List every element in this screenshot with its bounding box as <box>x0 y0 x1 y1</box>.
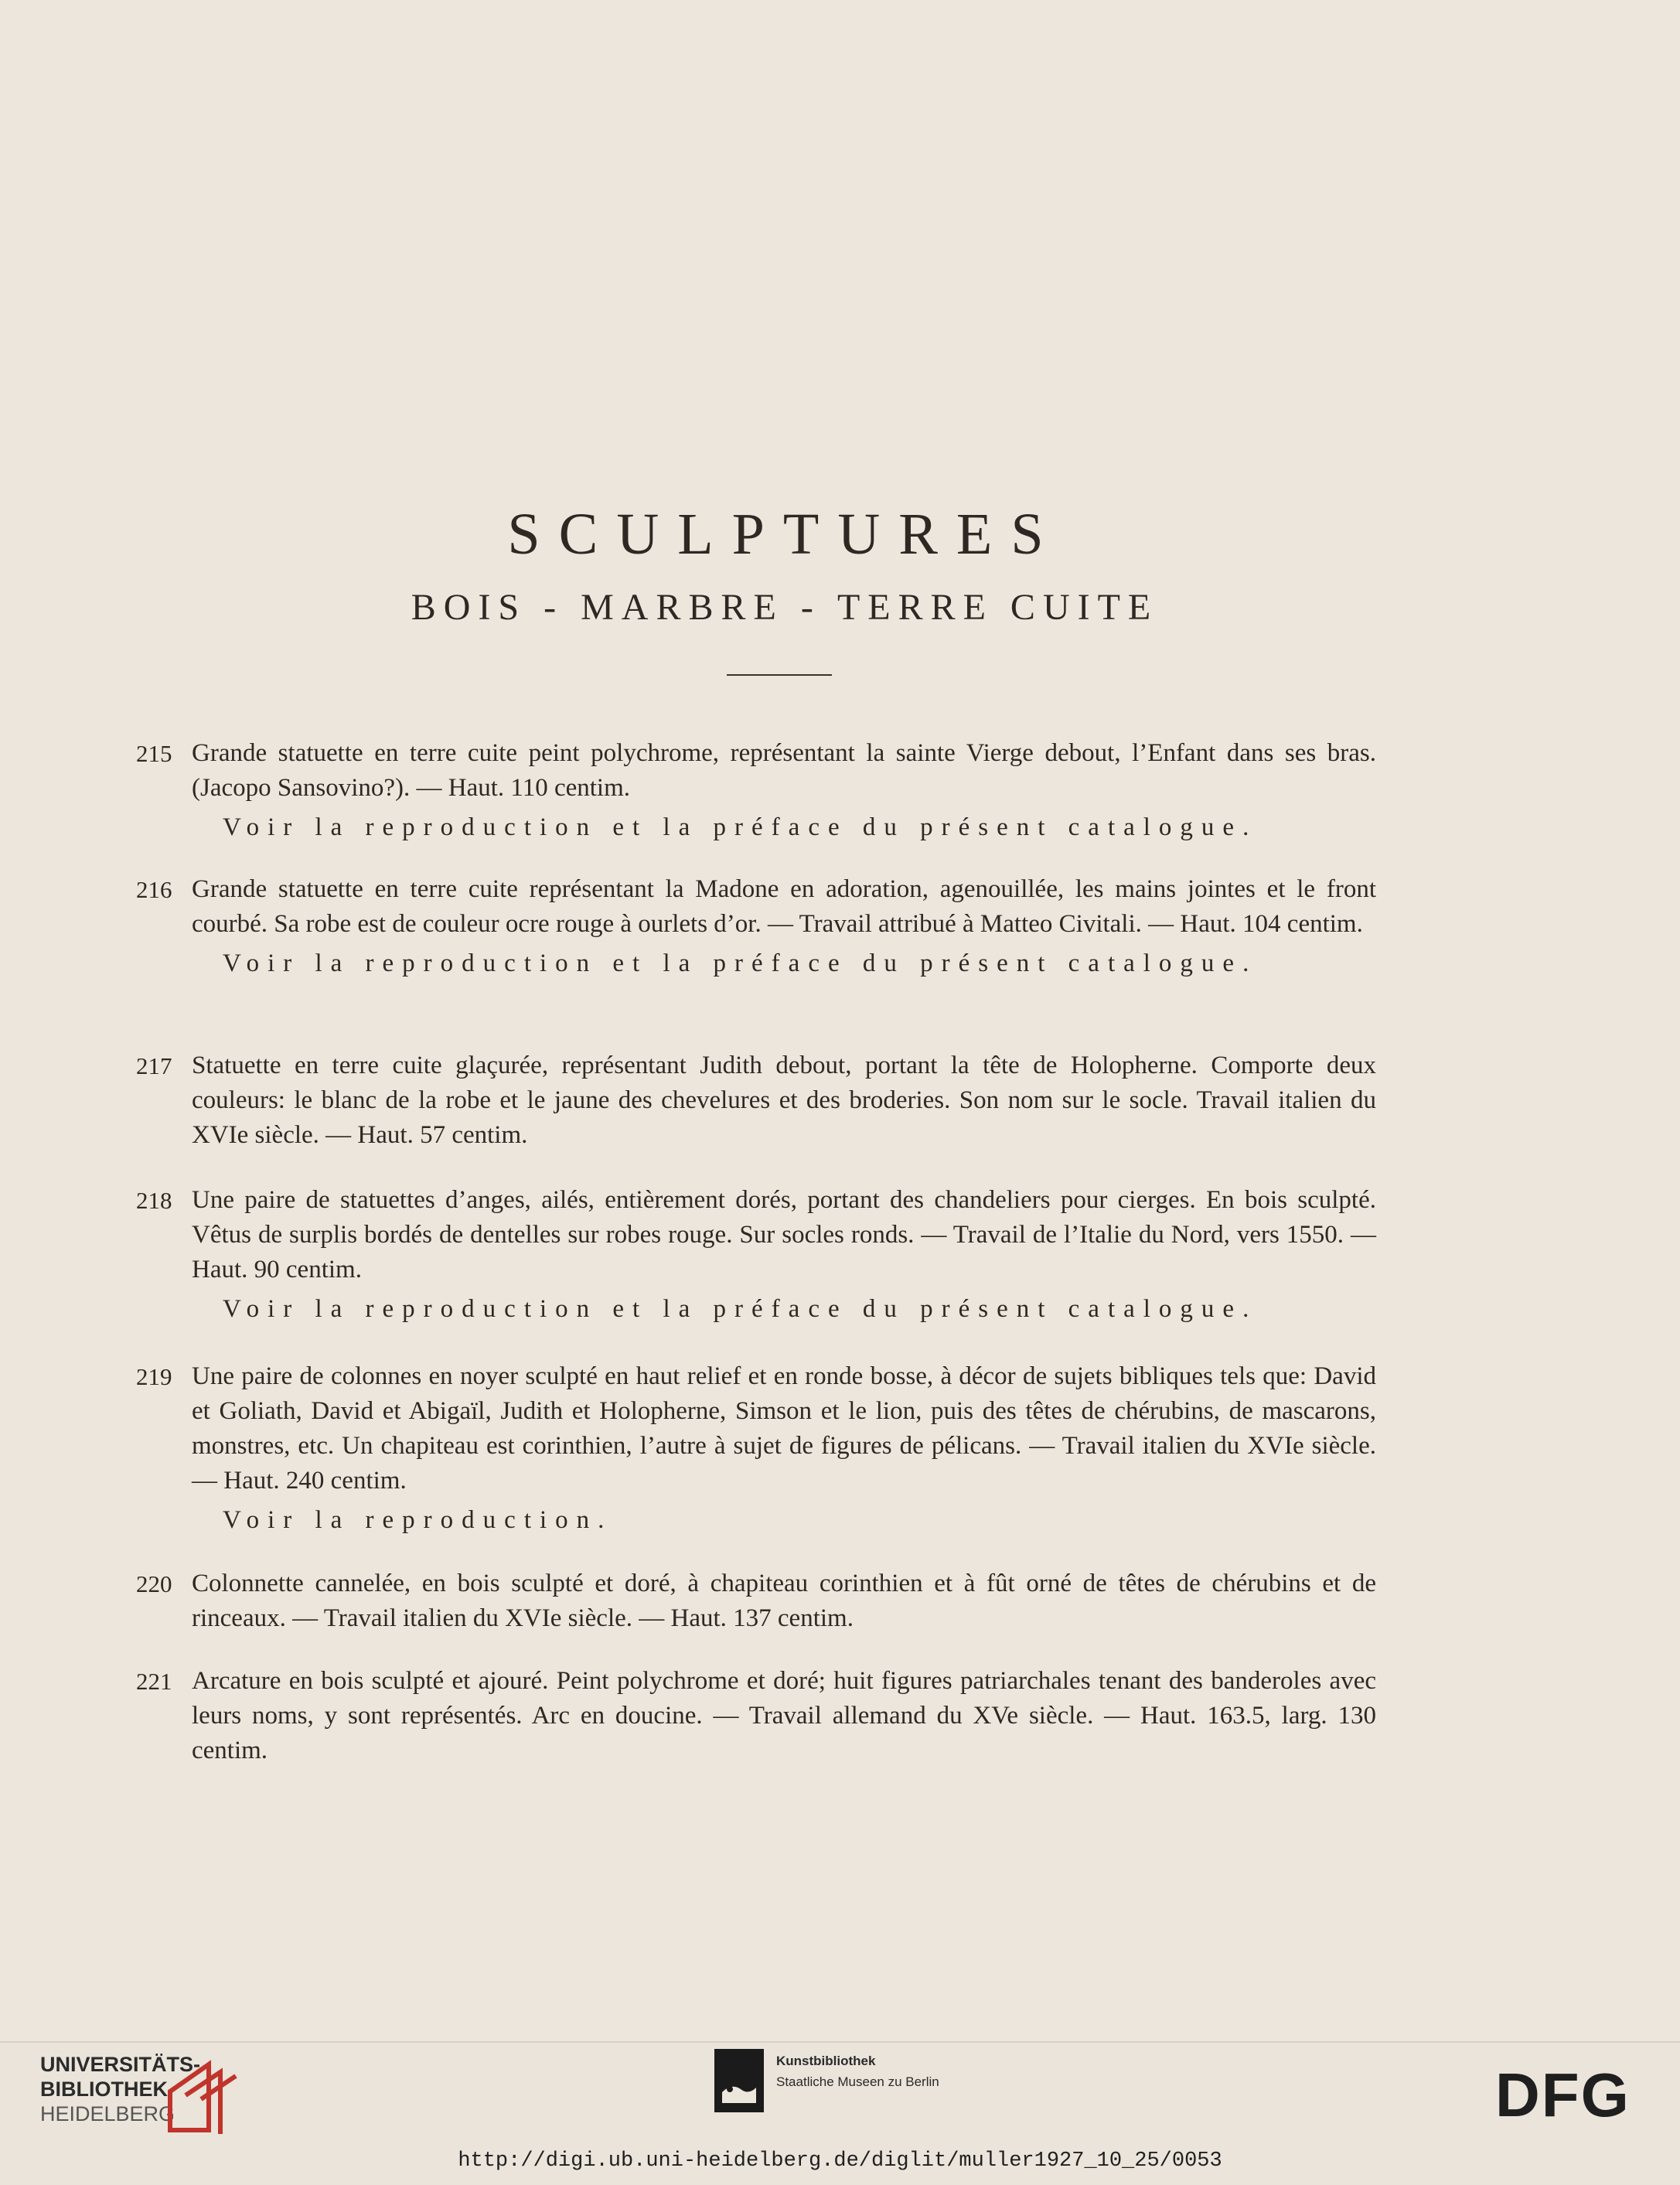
entry-note: Voir la reproduction et la préface du présent catalogue. <box>223 813 1258 841</box>
entry-number: 219 <box>136 1363 172 1390</box>
entry-text: Grande statuette en terre cuite peint polychrome, représentant la sainte Vierge debout, l’Enfant dans ses bras. (Jacopo Sansovino?). — Haut. 110 centim. <box>192 739 1376 802</box>
page-subtitle: BOIS - MARBRE - TERRE CUITE <box>411 587 1159 628</box>
entry-number: 220 <box>136 1570 172 1597</box>
source-url-link[interactable]: http://digi.ub.uni-heidelberg.de/diglit/muller1927_10_25/0053 <box>458 2149 1222 2173</box>
entry-text: Grande statuette en terre cuite représentant la Madone en adoration, agenouillée, les mains jointes et le front courbé. Sa robe est de couleur ocre rouge à ourlets d’or. — Travail attribué à Matteo Civitali. — Haut. 104 centim. <box>192 875 1376 938</box>
ub-line-2: BIBLIOTHEK <box>40 2078 168 2101</box>
entry-text: Une paire de colonnes en noyer sculpté en haut relief et en ronde bosse, à décor de sujets bibliques tels que: David et Goliath, David et Abigaïl, Judith et Holopherne, Simson et le lion, puis des têtes de chérubins, de mascarons, monstres, etc. Un chapiteau est corinthien, l’autre à sujet de figures de pélicans. — Travail italien du XVIe siècle. — Haut. 240 centim. <box>192 1362 1376 1495</box>
dfg-logo: DFG <box>1495 2061 1631 2129</box>
entry-number: 215 <box>136 740 172 767</box>
entry-number: 216 <box>136 876 172 903</box>
ub-line-3: HEIDELBERG <box>40 2102 175 2125</box>
entry-text: Statuette en terre cuite glaçurée, représentant Judith debout, portant la tête de Holopherne. Comporte deux couleurs: le blanc de la robe et le jaune des chevelures et des broderies. Son nom sur le socle. Travail italien du XVIe siècle. — Haut. 57 centim. <box>192 1052 1376 1149</box>
ub-line-1: UNIVERSITÄTS- <box>40 2053 201 2076</box>
catalogue-entry-217 <box>136 1048 1376 1153</box>
entry-note: Voir la reproduction et la préface du présent catalogue. <box>223 949 1258 977</box>
entry-text: Colonnette cannelée, en bois sculpté et doré, à chapiteau corinthien et à fût orné de têtes de chérubins et de rinceaux. — Travail italien du XVIe siècle. — Haut. 137 centim. <box>192 1570 1376 1632</box>
catalogue-entry-215 <box>136 736 1376 845</box>
kunstbibliothek-logo-icon <box>714 2049 764 2112</box>
catalogue-entry-219 <box>136 1359 1376 1538</box>
catalogue-entry-216 <box>136 872 1376 981</box>
title-divider <box>727 674 832 676</box>
ub-heidelberg-logo-icon <box>162 2057 255 2142</box>
catalogue-entry-220 <box>136 1566 1376 1636</box>
catalogue-entry-218 <box>136 1183 1376 1327</box>
kunstbibliothek-logo-text <box>776 2050 939 2092</box>
entry-number: 217 <box>136 1052 172 1079</box>
catalogue-entry-221 <box>136 1664 1376 1768</box>
entry-text: Une paire de statuettes d’anges, ailés, entièrement dorés, portant des chandeliers pour cierges. En bois sculpté. Vêtus de surplis bordés de dentelles sur robes rouge. Sur socles ronds. — Travail de l’Italie du Nord, vers 1550. — Haut. 90 centim. <box>192 1186 1376 1283</box>
entry-number: 221 <box>136 1668 172 1695</box>
entry-note: Voir la reproduction. <box>223 1506 613 1534</box>
kb-line-2: Staatliche Museen zu Berlin <box>776 2074 939 2089</box>
kb-line-1: Kunstbibliothek <box>776 2054 876 2068</box>
entry-text: Arcature en bois sculpté et ajouré. Peint polychrome et doré; huit figures patriarchales tenant des banderoles avec leurs noms, y sont représentés. Arc en doucine. — Travail allemand du XVe siècle. — Haut. 163.5, larg. 130 centim. <box>192 1667 1376 1764</box>
entry-note: Voir la reproduction et la préface du présent catalogue. <box>223 1295 1258 1323</box>
page-title: SCULPTURES <box>507 502 1062 567</box>
entry-number: 218 <box>136 1187 172 1214</box>
